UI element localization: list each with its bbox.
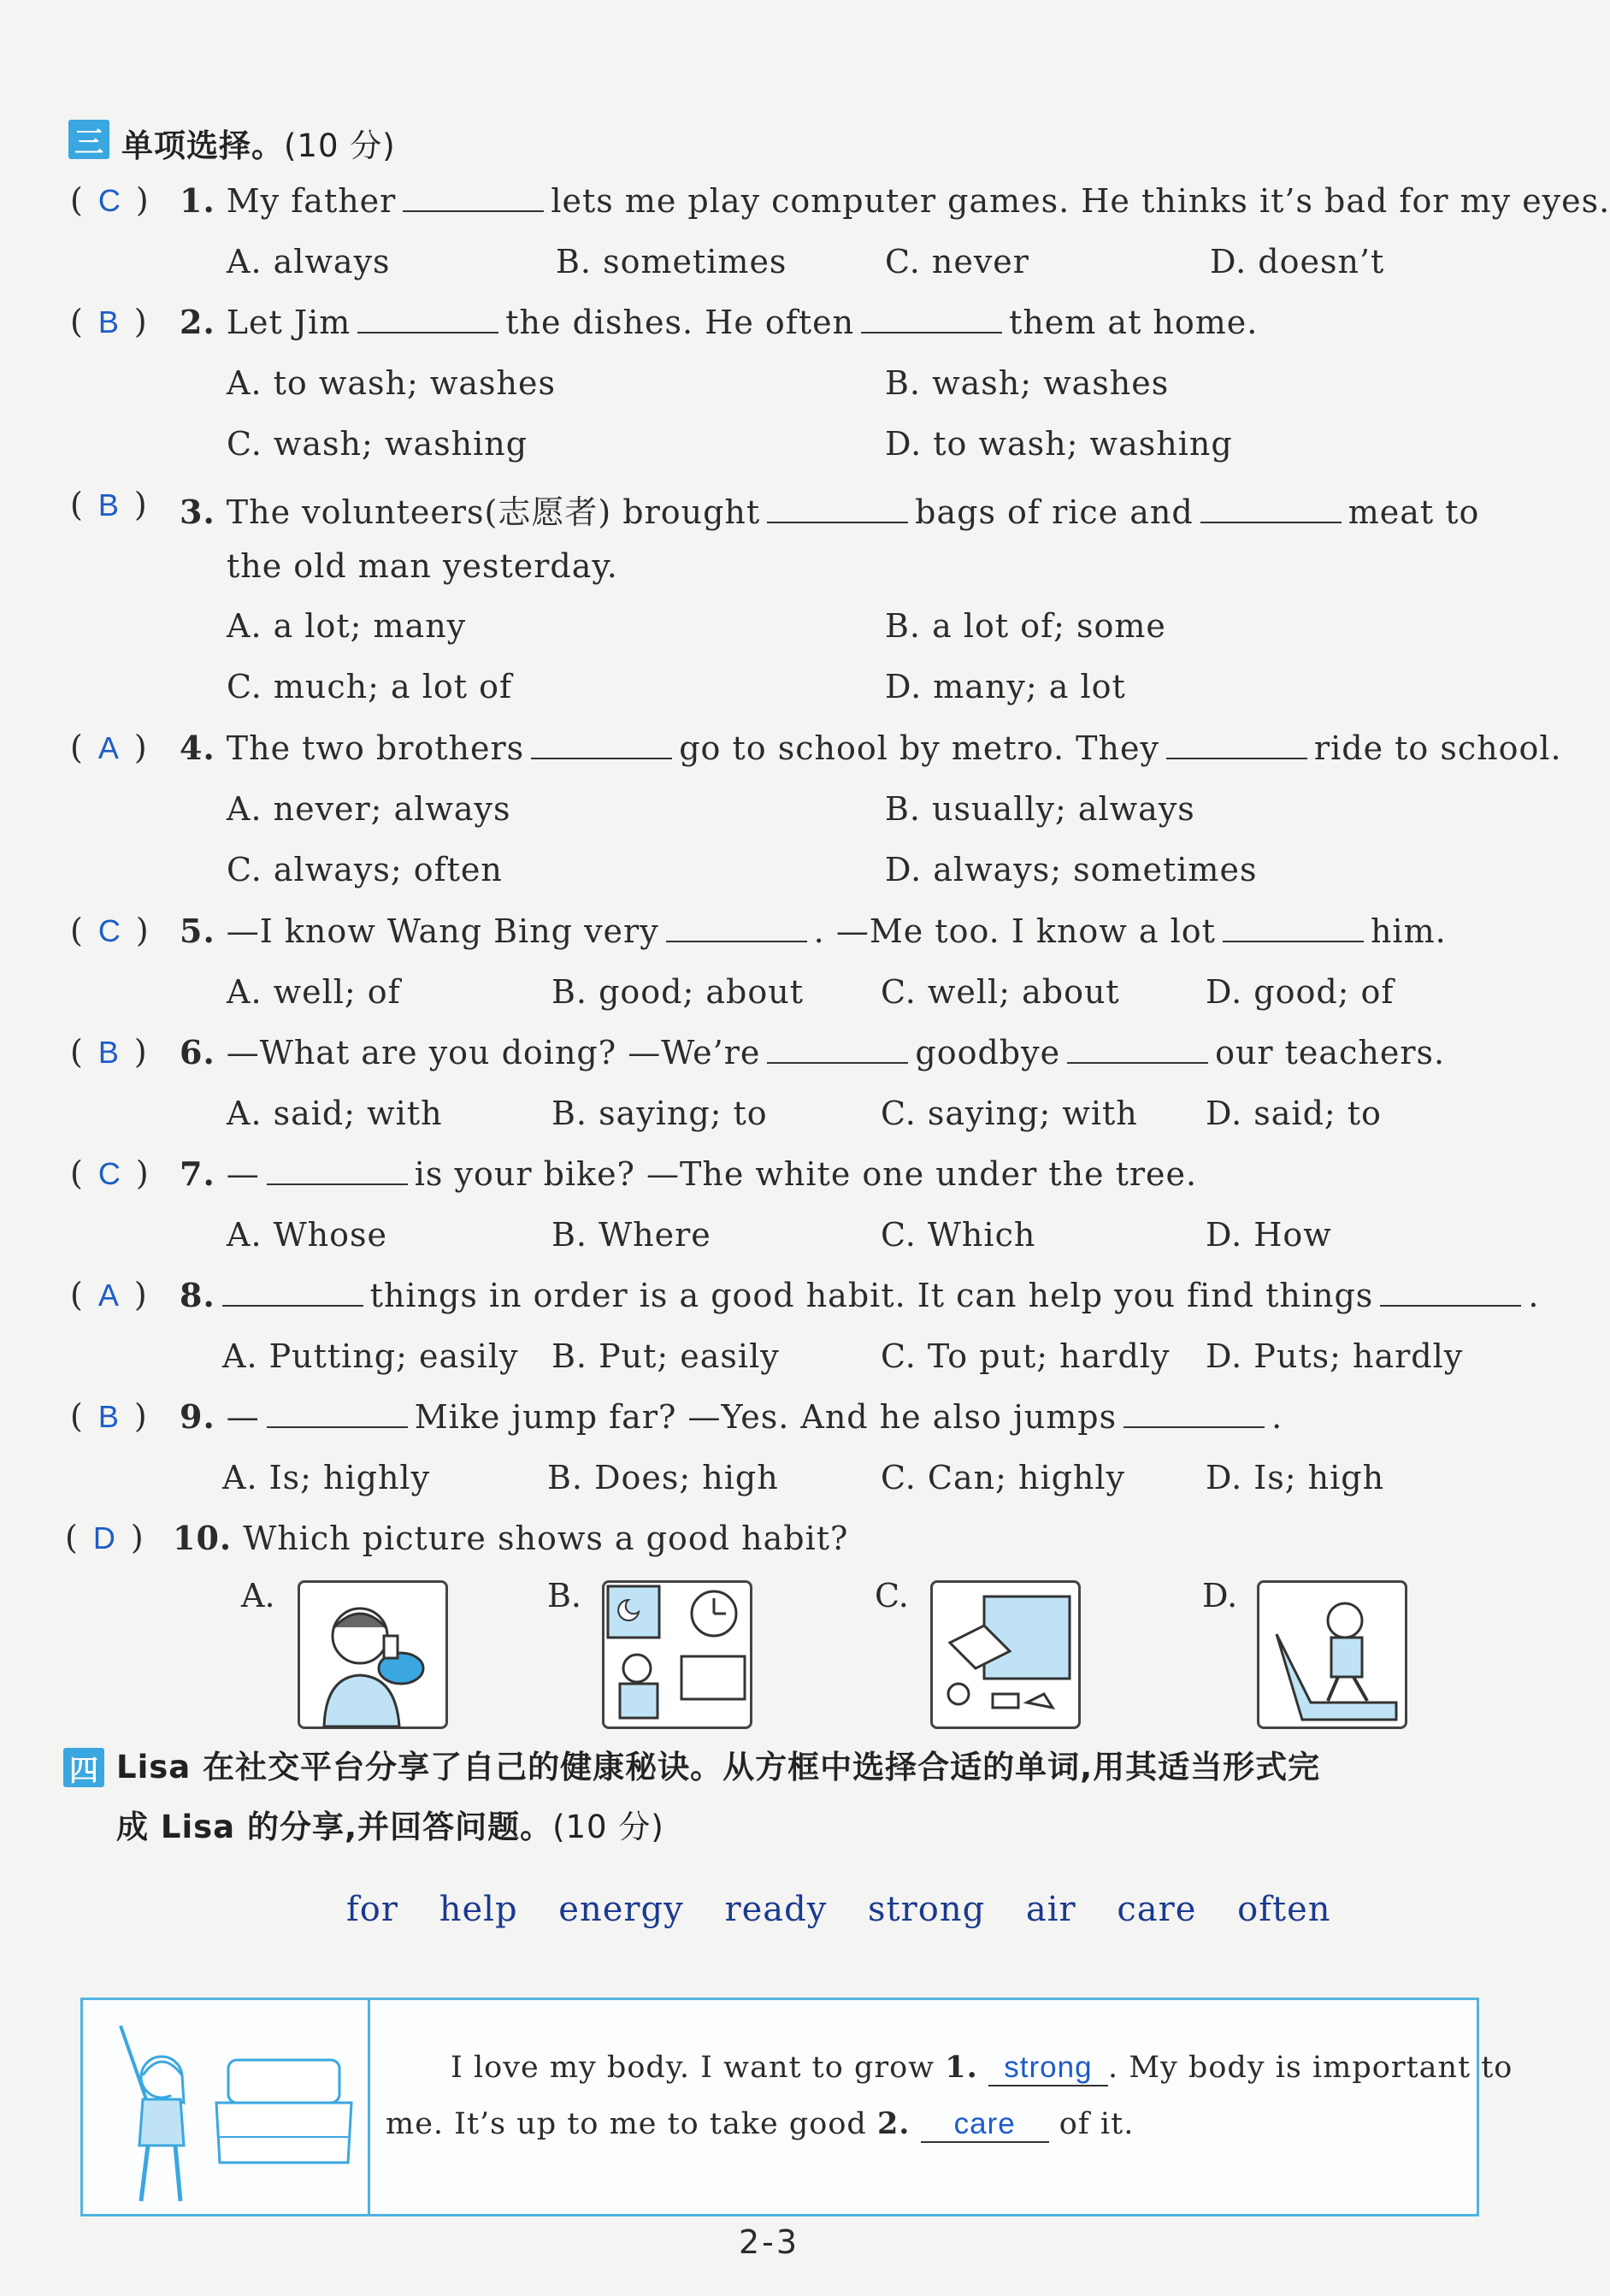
answer-slot-1: ( C ) [70, 181, 149, 219]
picture-d-label: D. [1202, 1577, 1238, 1614]
question-9-stem: 9. — Mike jump far? —Yes. And he also jumps . [180, 1397, 1283, 1436]
q7-option-c: C. Which [881, 1216, 1036, 1254]
answer-slot-7: ( C ) [70, 1154, 149, 1192]
q2-option-a: A. to wash; washes [227, 364, 557, 402]
q7-option-a: A. Whose [227, 1216, 387, 1254]
section-3-title: 单项选择。(10 分) [121, 127, 396, 164]
q3-option-c: C. much; a lot of [227, 668, 513, 705]
q3-option-d: D. many; a lot [885, 668, 1126, 705]
q9-option-c: C. Can; highly [881, 1459, 1126, 1496]
q8-option-c: C. To put; hardly [881, 1337, 1171, 1375]
girl-stretching-illustration [95, 2017, 215, 2209]
q7-option-b: B. Where [551, 1216, 711, 1254]
word-bank-item: ready [724, 1890, 828, 1929]
q1-option-d: D. doesn’t [1210, 243, 1385, 280]
picture-b-label: B. [547, 1577, 582, 1614]
q4-option-c: C. always; often [227, 851, 503, 888]
q5-option-b: B. good; about [551, 973, 804, 1011]
question-1-stem: 1. My father lets me play computer games. He thinks it’s bad for my eyes. [180, 181, 1610, 220]
q8-option-d: D. Puts; hardly [1206, 1337, 1464, 1375]
box-divider [368, 2000, 370, 2214]
q5-option-c: C. well; about [881, 973, 1120, 1011]
q3-option-b: B. a lot of; some [885, 607, 1166, 645]
passage-line-2: me. It’s up to me to take good 2. care of it. [386, 2106, 1135, 2141]
picture-a-label: A. [241, 1577, 275, 1614]
picture-c-label: C. [875, 1577, 909, 1614]
question-3-stem-cont: the old man yesterday. [227, 547, 618, 585]
q7-option-d: D. How [1206, 1216, 1332, 1254]
word-bank [346, 1890, 1360, 1929]
question-8-stem: 8. things in order is a good habit. It can help you find things . [180, 1276, 1540, 1314]
question-6-stem: 6. —What are you doing? —We’re goodbye our teachers. [180, 1033, 1446, 1071]
section-4-header [63, 1748, 1320, 1857]
passage-line-1: I love my body. I want to grow 1. strong . My body is important to [451, 2050, 1513, 2085]
picture-a-eating [298, 1580, 448, 1729]
q5-option-a: A. well; of [227, 973, 401, 1011]
q2-option-b: B. wash; washes [885, 364, 1170, 402]
word-bank-item: energy [558, 1890, 684, 1929]
question-5-stem: 5. —I know Wang Bing very . —Me too. I know a lot him. [180, 912, 1447, 950]
word-bank-item: air [1025, 1890, 1076, 1929]
q1-option-a: A. always [227, 243, 391, 280]
q6-option-c: C. saying; with [881, 1095, 1138, 1132]
word-bank-item: care [1117, 1890, 1197, 1929]
q9-option-b: B. Does; high [547, 1459, 779, 1496]
section-3-badge: 三 [68, 120, 109, 159]
page-number: 2-3 [738, 2223, 800, 2261]
q6-option-a: A. said; with [227, 1095, 443, 1132]
q1-option-b: B. sometimes [556, 243, 787, 280]
question-2-stem: 2. Let Jim the dishes. He often them at home. [180, 303, 1259, 341]
lisa-post-box [80, 1998, 1513, 2216]
answer-slot-10: ( D ) [65, 1519, 144, 1556]
q2-option-d: D. to wash; washing [885, 425, 1233, 463]
section-4-badge: 四 [63, 1748, 104, 1787]
answer-slot-3: ( B ) [70, 486, 147, 523]
word-bank-item: help [439, 1890, 518, 1929]
q5-option-d: D. good; of [1206, 973, 1395, 1011]
q1-option-c: C. never [885, 243, 1029, 280]
bed-illustration [211, 2051, 357, 2183]
section-4-title: Lisa 在社交平台分享了自己的健康秘诀。从方框中选择合适的单词,用其适当形式完 成 Lisa 的分享,并回答问题。(10 分) [116, 1749, 1321, 1845]
q2-option-c: C. wash; washing [227, 425, 528, 463]
question-3-stem: 3. The volunteers(志愿者) brought bags of rice and meat to [180, 493, 1480, 531]
picture-b-night-tv [602, 1580, 752, 1729]
word-bank-item: for [346, 1890, 399, 1929]
q9-option-d: D. Is; high [1206, 1459, 1385, 1496]
answer-slot-9: ( B ) [70, 1397, 147, 1435]
blank-2-answer: care [921, 2107, 1049, 2143]
word-bank-item: often [1237, 1890, 1331, 1929]
picture-c-messy-room [930, 1580, 1081, 1729]
q3-option-a: A. a lot; many [227, 607, 467, 645]
section-3-header [68, 120, 396, 166]
question-4-stem: 4. The two brothers go to school by metro. They ride to school. [180, 729, 1562, 767]
answer-slot-8: ( A ) [70, 1276, 147, 1313]
question-7-stem: 7. — is your bike? —The white one under the tree. [180, 1154, 1198, 1193]
q8-option-b: B. Put; easily [551, 1337, 780, 1375]
question-10-stem: 10. Which picture shows a good habit? [173, 1519, 849, 1557]
answer-slot-4: ( A ) [70, 729, 147, 766]
q4-option-b: B. usually; always [885, 790, 1195, 828]
answer-slot-5: ( C ) [70, 912, 149, 949]
answer-slot-2: ( B ) [70, 303, 147, 340]
q4-option-a: A. never; always [227, 790, 511, 828]
q9-option-a: A. Is; highly [222, 1459, 431, 1496]
q4-option-d: D. always; sometimes [885, 851, 1258, 888]
q6-option-d: D. said; to [1206, 1095, 1382, 1132]
q8-option-a: A. Putting; easily [222, 1337, 519, 1375]
answer-slot-6: ( B ) [70, 1033, 147, 1071]
picture-d-treadmill [1257, 1580, 1407, 1729]
word-bank-item: strong [868, 1890, 986, 1929]
q6-option-b: B. saying; to [551, 1095, 768, 1132]
blank-1-answer: strong [988, 2051, 1108, 2086]
